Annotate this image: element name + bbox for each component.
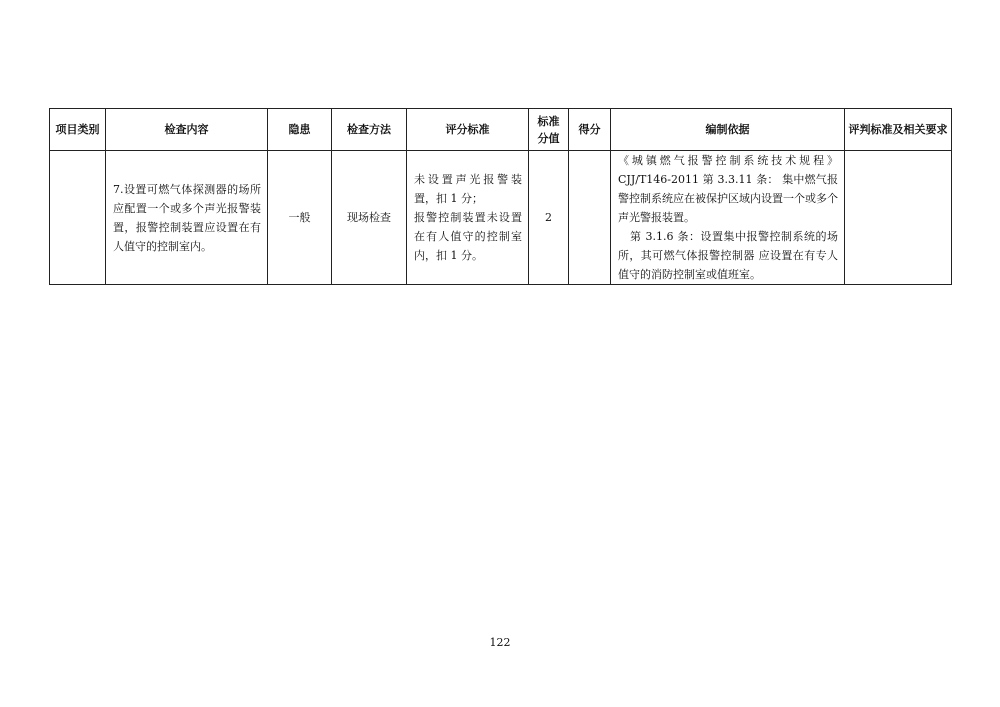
page-number: 122 — [489, 636, 511, 649]
header-basis: 编制依据 — [611, 109, 845, 151]
table-header-row — [50, 109, 952, 151]
header-criteria: 评分标准 — [407, 109, 529, 151]
criteria-line-1: 未设置声光报警装置，扣 1 分； — [414, 173, 522, 205]
header-method: 检查方法 — [332, 109, 407, 151]
cell-basis — [611, 151, 845, 285]
cell-category — [50, 151, 106, 285]
header-score-line1: 标准 — [537, 114, 560, 128]
cell-score: 2 — [529, 151, 569, 285]
basis-part-1: 《城镇燃气报警控制系统技术规程》CJJ/T146-2011 第 3.3.11 条： 集中燃气报警控制系统应在被保护区域内设置一个或多个声光警报装置。 — [618, 154, 838, 224]
criteria-line-2: 报警控制装置未设置在有人值守的控制室内，扣 1 分。 — [414, 211, 522, 262]
table-row — [50, 151, 952, 285]
cell-hazard: 一般 — [268, 151, 332, 285]
header-hazard: 隐患 — [268, 109, 332, 151]
header-content: 检查内容 — [106, 109, 268, 151]
cell-content: 7.设置可燃气体探测器的场所应配置一个或多个声光报警装置，报警控制装置应设置在有人值守的控制室内。 — [106, 151, 268, 285]
cell-method: 现场检查 — [332, 151, 407, 285]
header-category: 项目类别 — [50, 109, 106, 151]
header-earned: 得分 — [569, 109, 611, 151]
header-score-line2: 分值 — [537, 131, 560, 145]
header-standard-score — [529, 109, 569, 151]
inspection-table — [49, 108, 952, 285]
basis-part-2: 第 3.1.6 条：设置集中报警控制系统的场所，其可燃气体报警控制器 应设置在有专人值守的消防控制室或值班室。 — [618, 230, 838, 281]
cell-criteria — [407, 151, 529, 285]
cell-earned — [569, 151, 611, 285]
header-requirements: 评判标准及相关要求 — [845, 109, 952, 151]
cell-requirements — [845, 151, 952, 285]
